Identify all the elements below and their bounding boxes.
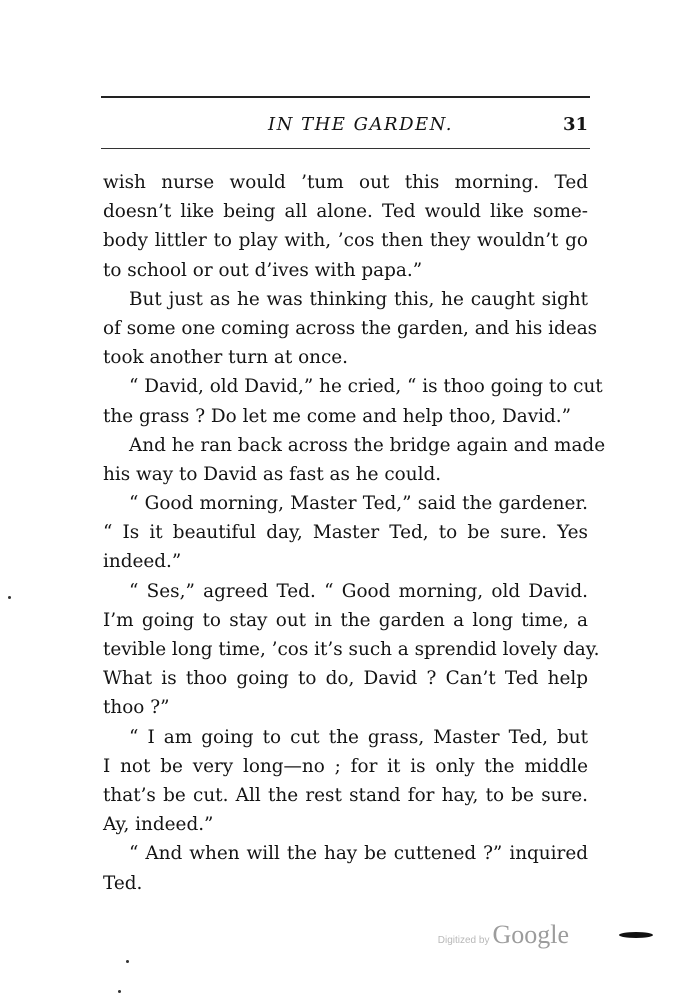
text-line: doesn’t like being all alone. Ted would like some- bbox=[103, 201, 588, 223]
top-rule bbox=[101, 96, 590, 98]
text-line: “ Ses,” agreed Ted. “ Good morning, old David. bbox=[129, 580, 588, 602]
ink-dash-mark bbox=[619, 932, 653, 938]
paragraph bbox=[103, 431, 606, 489]
text-line: took another turn at once. bbox=[103, 347, 349, 369]
text-line: thoo ?” bbox=[103, 697, 170, 719]
google-logo: Google bbox=[492, 920, 569, 949]
text-line: body littler to play with, ’cos then they wouldn’t go bbox=[103, 230, 588, 252]
text-line: his way to David as fast as he could. bbox=[103, 463, 442, 485]
running-head bbox=[101, 112, 590, 138]
watermark-prefix: Digitized by bbox=[437, 935, 490, 946]
text-line: of some one coming across the garden, and his ideas bbox=[103, 317, 598, 339]
text-line: And he ran back across the bridge again and made bbox=[129, 434, 606, 456]
paragraph bbox=[103, 577, 600, 723]
text-line: “ Is it beautiful day, Master Ted, to be sure. Yes bbox=[103, 522, 588, 544]
paragraph bbox=[103, 285, 598, 373]
ink-speck bbox=[8, 596, 11, 599]
text-line: I’m going to stay out in the garden a long time, a bbox=[103, 609, 588, 631]
text-line: I not be very long—no ; for it is only the middle bbox=[103, 755, 588, 777]
text-line: “ And when will the hay be cuttened ?” inquired bbox=[129, 843, 588, 865]
text-line: “ I am going to cut the grass, Master Ted, but bbox=[129, 726, 588, 748]
text-line: “ David, old David,” he cried, “ is thoo going to cut bbox=[129, 376, 603, 398]
text-line: to school or out d’ives with papa.” bbox=[103, 259, 423, 281]
text-line: tevible long time, ’cos it’s such a sprendid lovely day. bbox=[103, 639, 600, 660]
text-line: Ay, indeed.” bbox=[103, 814, 214, 836]
text-line: that’s be cut. All the rest stand for hay, to be sure. bbox=[103, 784, 588, 806]
running-title: IN THE GARDEN. bbox=[268, 114, 453, 135]
paragraph bbox=[103, 168, 588, 285]
text-line: wish nurse would ’tum out this morning. Ted bbox=[103, 172, 588, 193]
text-line: What is thoo going to do, David ? Can’t Ted help bbox=[103, 668, 588, 690]
paragraph bbox=[103, 723, 588, 840]
header-rule bbox=[101, 148, 590, 149]
text-line: “ Good morning, Master Ted,” said the gardener. bbox=[129, 493, 588, 515]
ink-speck bbox=[126, 960, 129, 963]
text-line: indeed.” bbox=[103, 551, 182, 573]
text-line: But just as he was thinking this, he caught sight bbox=[129, 288, 588, 310]
text-line: Ted. bbox=[103, 872, 143, 894]
body-text bbox=[103, 168, 606, 898]
paragraph bbox=[103, 839, 588, 897]
page-number: 31 bbox=[562, 114, 588, 135]
ink-speck bbox=[118, 990, 121, 993]
paragraph bbox=[103, 489, 588, 577]
digitized-watermark bbox=[438, 920, 569, 960]
paragraph bbox=[103, 372, 603, 430]
text-line: the grass ? Do let me come and help thoo, David.” bbox=[103, 405, 572, 427]
